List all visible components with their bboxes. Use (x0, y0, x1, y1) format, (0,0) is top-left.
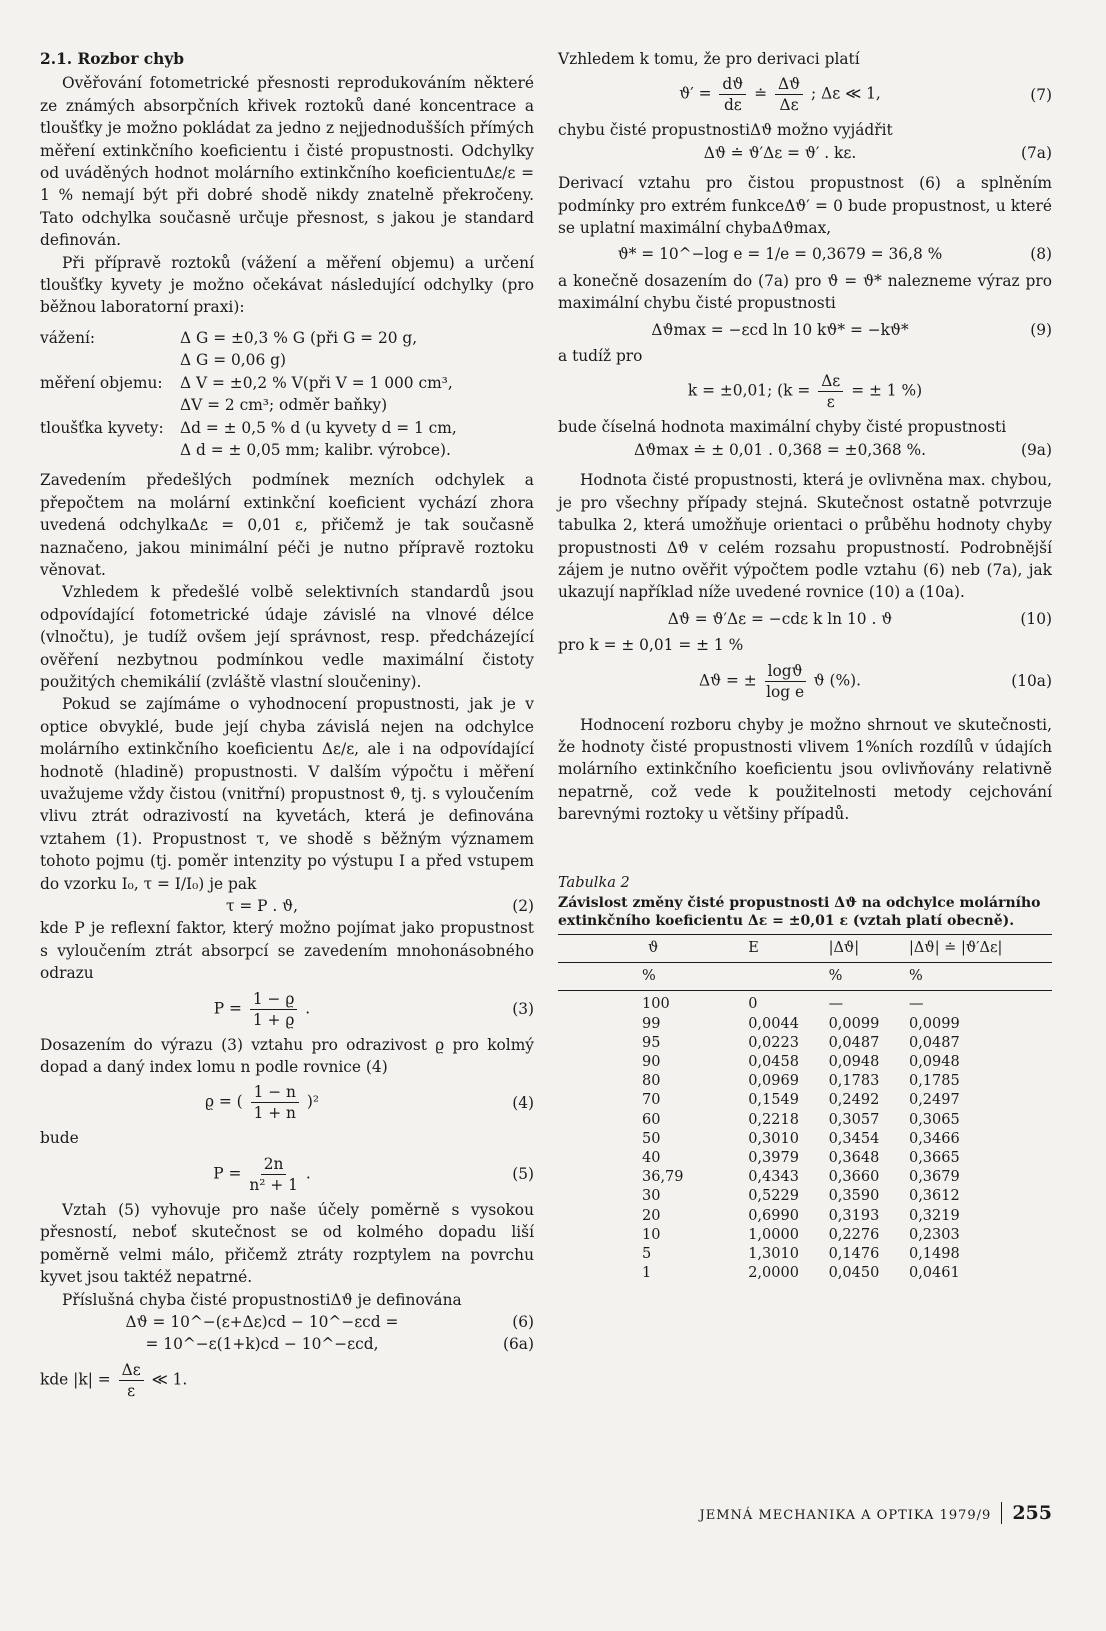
table-cell: 0,0099 (908, 1015, 960, 1032)
table-cell: 40 (642, 1150, 661, 1166)
equation-6 (40, 1311, 534, 1333)
numerator: 2n (261, 1154, 287, 1175)
table-cell: 30 (642, 1188, 661, 1205)
equation-part: )² (306, 1092, 320, 1111)
equation-number: (5) (512, 1165, 534, 1184)
spacer (558, 826, 1052, 872)
equation-number: (3) (512, 999, 534, 1018)
equation-number: (10a) (1011, 671, 1052, 690)
equation-k (558, 371, 1052, 412)
column-header: |Δϑ| (828, 939, 860, 956)
equation-part: ≐ (754, 84, 768, 103)
paragraph: Vzhledem k předešlé volbě selektivních standardů jsou odpovídající fotometrické údaje závislé na vlnové délce (vlnočtu), je tudíž ovšem její správnost, resp. předcházející ověření nezbytnou podmínkou vedle maximální čistoty použitých chemikálií (zvláště vlastní sloučeniny). (40, 583, 534, 691)
paragraph: Zavedením předešlých podmínek mezních odchylek a přepočtem na molární extinkční koeficient vychází zhora uvedená odchylkaΔε = 0,01 ε, přičemž je tak současně naznačeno, jakou minimální péči je nutno přípravě roztoku věnovat. (40, 471, 534, 579)
numerator: Δϑ (775, 74, 803, 95)
table-row (558, 1264, 1052, 1283)
paragraph: Příslušná chyba čisté propustnostiΔϑ je definována (62, 1290, 462, 1309)
table-cell: 0,3679 (908, 1169, 960, 1186)
equation-number: (2) (512, 897, 534, 916)
table-cell: 0,3193 (828, 1207, 880, 1224)
table-cell: 20 (642, 1207, 661, 1224)
fraction (249, 1154, 298, 1195)
equation-part: ϑ′ = (679, 84, 712, 103)
paragraph: a konečně dosazením do (7a) pro ϑ = ϑ* nalezneme výraz pro maximální chybu čisté propustnosti (558, 271, 1052, 313)
tolerance-value: Δ V = ±0,2 % V(při V = 1 000 cm³, (180, 373, 453, 392)
paragraph: Vzhledem k tomu, že pro derivaci platí (558, 50, 860, 68)
table-row (558, 1149, 1052, 1168)
spacer (558, 461, 1052, 469)
equation-number: (10) (1020, 609, 1052, 628)
table-cell: 0,0969 (748, 1073, 799, 1090)
table-cell: 0,2218 (748, 1111, 799, 1128)
spacer (40, 461, 534, 469)
table-cell: 0,0487 (828, 1034, 880, 1051)
table-cell: 100 (642, 996, 670, 1013)
equation: Δϑ = 10^−(ε+Δε)cd − 10^−εcd = (125, 1312, 399, 1331)
tolerance-value: Δ G = 0,06 g) (180, 351, 286, 370)
table-description: Závislost změny čisté propustnosti Δϑ na odchylce molárního extinkčního koeficientu Δε = ±0,01 ε (vztah platí obecně). (558, 894, 1041, 929)
table-cell: 70 (642, 1092, 661, 1109)
equation-number: (7a) (1021, 143, 1052, 162)
equation-number: (6) (512, 1312, 534, 1331)
table-body (558, 991, 1052, 1284)
equation-9a (558, 439, 1052, 461)
tolerance-value: Δd = ± 0,5 % d (u kyvety d = 1 cm, (180, 418, 457, 437)
tolerance-label: tloušťka kyvety: (40, 418, 164, 437)
equation-number: (9) (1030, 320, 1052, 339)
journal-name: JEMNÁ MECHANIKA A OPTIKA 1979/9 (699, 1508, 992, 1523)
numerator: 1 − ϱ (250, 989, 298, 1010)
table-row (558, 1053, 1052, 1072)
table-caption: Tabulka 2 (558, 874, 630, 891)
table-row (558, 991, 1052, 1015)
equation-part: = ± 1 %) (851, 381, 923, 400)
tolerance-value: Δ d = ± 0,05 mm; kalibr. výrobce). (180, 440, 451, 459)
paragraph: chybu čisté propustnostiΔϑ možno vyjádřit (558, 121, 893, 140)
denominator: ε (127, 1381, 136, 1400)
table-cell: 2,0000 (748, 1265, 799, 1282)
equation-part: P = (213, 1164, 242, 1183)
table-cell: 80 (642, 1073, 661, 1090)
tolerance-label: vážení: (40, 328, 96, 347)
table-cell: — (828, 996, 844, 1013)
table-cell: 60 (642, 1111, 661, 1128)
table-cell: 1,0000 (748, 1226, 799, 1243)
table-cell: 0,0450 (828, 1265, 880, 1282)
table-cell: 0,6990 (748, 1207, 799, 1224)
equation-3 (40, 989, 534, 1030)
equation-7 (558, 74, 1052, 115)
section-heading: 2.1. Rozbor chyb (40, 50, 185, 68)
equation-part: ; Δε ≪ 1, (811, 84, 881, 103)
table-cell: 0,3665 (908, 1150, 960, 1166)
fraction (250, 989, 298, 1030)
column-unit: % (642, 968, 656, 985)
column-unit (748, 963, 828, 991)
table-cell: 0,0458 (748, 1053, 799, 1070)
table-cell: 0,4343 (748, 1169, 799, 1186)
table-cell: 95 (642, 1034, 661, 1051)
condition (40, 1360, 534, 1401)
table-row (558, 1245, 1052, 1264)
table-row (558, 1130, 1052, 1149)
table-cell: 0,1549 (748, 1092, 799, 1109)
table-cell: 0,2497 (908, 1092, 960, 1109)
table-cell: 1,3010 (748, 1246, 799, 1263)
equation (40, 1154, 484, 1195)
spacer (558, 706, 1052, 714)
page-number: 255 (1001, 1502, 1052, 1524)
equation-4 (40, 1082, 534, 1123)
table-cell: 0,2276 (828, 1226, 880, 1243)
equation: Δϑ = ϑ′Δε = −cdε k ln 10 . ϑ (667, 609, 893, 628)
table-cell: 1 (642, 1265, 652, 1282)
table-cell: 90 (642, 1053, 661, 1070)
table-units-row (558, 963, 1052, 991)
table-cell: 0,0487 (908, 1034, 960, 1051)
table-cell: 0 (748, 996, 758, 1013)
equation-2 (40, 895, 534, 917)
tolerance-list (40, 327, 534, 461)
equation-9 (558, 319, 1052, 341)
table-cell: 0,3466 (908, 1130, 960, 1147)
column-unit: % (908, 968, 923, 985)
table-row (558, 1187, 1052, 1206)
denominator: log e (766, 682, 805, 701)
spacer (40, 319, 534, 327)
table-row (558, 1226, 1052, 1245)
equation-5 (40, 1154, 534, 1195)
denominator: 1 + ϱ (252, 1010, 295, 1029)
table-cell: 0,0461 (908, 1265, 960, 1282)
table-row (558, 1207, 1052, 1226)
paragraph: Při přípravě roztoků (vážení a měření objemu) a určení tloušťky kyvety je možno očekávat následující odchylky (pro běžnou laboratorní praxi): (40, 253, 534, 317)
denominator: n² + 1 (249, 1175, 298, 1194)
table-row (558, 1072, 1052, 1091)
table-cell: 0,3979 (748, 1150, 799, 1166)
equation-number: (8) (1030, 245, 1052, 264)
equation-number: (9a) (1021, 440, 1052, 459)
paragraph: kde P je reflexní faktor, který možno pojímat jako propustnost s vyloučením ztrát absorpcí se zavedením mnohonásobného odrazu (40, 919, 534, 983)
left-column (40, 48, 534, 1401)
spacer (558, 164, 1052, 172)
table-row (558, 1111, 1052, 1130)
table-cell: 0,0948 (908, 1053, 960, 1070)
paragraph: bude číselná hodnota maximální chyby čisté propustnosti (558, 418, 1007, 437)
paragraph: Derivací vztahu pro čistou propustnost (6) a splněním podmínky pro extrém funkceΔϑ′ = 0 bude propustnost, u které se uplatní maximální chybaΔϑmax, (558, 174, 1052, 238)
table-cell: 0,5229 (748, 1188, 799, 1205)
numerator: Δε (818, 371, 843, 392)
table-cell: 36,79 (642, 1169, 684, 1186)
equation-number: (7) (1030, 85, 1052, 104)
table-cell: 5 (642, 1246, 652, 1263)
table-row (558, 1168, 1052, 1187)
column-header: ϑ (648, 939, 659, 956)
equation (40, 1082, 484, 1123)
fraction (818, 371, 843, 412)
equation (558, 371, 1052, 412)
equation-part: . (305, 1164, 311, 1183)
table-cell: 50 (642, 1130, 661, 1147)
equation (558, 74, 1002, 115)
table-cell: 0,1476 (828, 1246, 880, 1263)
table-cell: 0,1498 (908, 1246, 960, 1263)
table-cell: 0,3057 (828, 1111, 880, 1128)
table-cell: 0,3219 (908, 1207, 960, 1224)
paragraph: Hodnocení rozboru chyby je možno shrnout ve skutečnosti, že hodnoty čisté propustnosti vlivem 1%ních rozdílů v údajích molárního extinkčního koeficientu jsou ovlivňovány relativně nepatrně, což vede k použitelnosti metody cejchování barevnými roztoky u většiny případů. (558, 715, 1052, 824)
numerator: Δε (119, 1360, 144, 1381)
equation: Δϑmax = −εcd ln 10 kϑ* = −kϑ* (651, 320, 909, 339)
paragraph: pro k = ± 0,01 = ± 1 % (558, 636, 744, 655)
equation: ϑ* = 10^−log e = 1/e = 0,3679 = 36,8 % (617, 245, 943, 264)
table-cell: 0,3590 (828, 1188, 880, 1205)
table-cell: 0,3612 (908, 1188, 960, 1205)
column-header: E (748, 939, 759, 956)
equation-10a (558, 661, 1052, 702)
numerator: logϑ (765, 661, 806, 682)
paragraph: Vztah (5) vyhovuje pro naše účely poměrně s vysokou přesností, neboť skutečnost se od kolmého dopadu liší poměrně velmi málo, přičemž ztráty rozptylem na povrchu kyvet jsou taktéž nepatrné. (40, 1200, 534, 1287)
table-cell: 0,1785 (908, 1073, 960, 1090)
column-header: |Δϑ| ≐ |ϑ′Δε| (908, 939, 1003, 956)
fraction (719, 74, 746, 115)
equation-part: ϑ (%). (813, 671, 861, 690)
fraction (775, 74, 803, 115)
table-cell: 0,1783 (828, 1073, 880, 1090)
paragraph: Hodnota čisté propustnosti, která je ovlivněna max. chybou, je pro všechny případy stejná. Skutečnost ostatně potvrzuje tabulka 2, která umožňuje orientaci o průběhu hodnoty chyby propustnosti Δϑ v celém rozsahu propustností. Podrobnější zájem je nutno ověřit výpočtem podle vztahu (6) neb (7a), jak ukazují například níže uvedené rovnice (10) a (10a). (558, 471, 1052, 602)
table-cell: 0,0099 (828, 1015, 880, 1032)
equation: Δϑmax ≐ ± 0,01 . 0,368 = ±0,368 %. (633, 440, 927, 459)
equation-6a (40, 1333, 534, 1355)
tolerance-label: měření objemu: (40, 373, 163, 392)
equation-number: (4) (512, 1093, 534, 1112)
paragraph: Dosazením do výrazu (3) vztahu pro odrazivost ϱ pro kolmý dopad a daný index lomu n podle rovnice (4) (40, 1035, 534, 1077)
table-cell: 10 (642, 1226, 661, 1243)
denominator: 1 + n (253, 1104, 296, 1123)
paragraph: a tudíž pro (558, 347, 643, 366)
equation-part: Δϑ = ± (699, 671, 757, 690)
equation-part: ϱ = ( (204, 1092, 243, 1111)
table-cell: 0,3065 (908, 1111, 960, 1128)
equation: τ = P . ϑ, (225, 897, 299, 916)
equation-part: k = ±0,01; (k = (687, 381, 811, 400)
tolerance-label (40, 394, 180, 416)
table-cell: 0,2303 (908, 1226, 960, 1243)
table-row (558, 1091, 1052, 1110)
data-table (558, 934, 1052, 1283)
fraction (251, 1082, 299, 1123)
paragraph: bude (40, 1129, 79, 1148)
table-header-row (558, 934, 1052, 962)
table-cell: 0,3660 (828, 1169, 880, 1186)
paragraph: Pokud se zajímáme o vyhodnocení propustnosti, jak je v optice obvyklé, bude její chyba závislá nejen na odchylce molárního extinkčního koeficientu Δε/ε, ale i na odpovídající hodnotě (hladině) propustnosti. V dalším výpočtu i měření uvažujeme vždy čistou (vnitřní) propustnost ϑ, tj. s vyloučením vlivu ztrát odrazivostí na kyvetách, která je definována vztahem (1). Propustnost τ, ve shodě s běžným významem tohoto pojmu (tj. poměr intenzity po výstupu I a před vstupem do vzorku I₀, τ = I/I₀) je pak (40, 695, 534, 893)
equation (558, 661, 1002, 702)
denominator: ε (826, 393, 835, 412)
equation-number: (6a) (503, 1335, 534, 1354)
table-cell: 0,3010 (748, 1130, 799, 1147)
table-cell: — (908, 996, 924, 1013)
denominator: dε (723, 96, 742, 115)
paragraph: Ověřování fotometrické přesnosti reprodukováním některé ze známých absorpčních křivek roztoků dané koncentrace a tloušťky je možno pokládat za jedno z nejjednodušších přímých měření extinkčního koeficientu i čisté propustnosti. Odchylky od uváděných hodnot molárního extinkčního koeficientuΔε/ε = 1 % nemají být při dobré shodě nikdy znatelně překročeny. Tato odchylka současně určuje přesnost, s jakou je standard definován. (40, 74, 534, 250)
tolerance-label (40, 349, 180, 371)
equation-7a (558, 142, 1052, 164)
numerator: 1 − n (251, 1082, 299, 1103)
tolerance-value: Δ G = ±0,3 % G (při G = 20 g, (180, 328, 418, 347)
equation-10 (558, 608, 1052, 630)
table-cell: 99 (642, 1015, 661, 1032)
table-cell: 0,0223 (748, 1034, 799, 1051)
equation-part: kde |k| = (40, 1370, 111, 1389)
table-cell: 0,3454 (828, 1130, 880, 1147)
equation-part: ≪ 1. (151, 1370, 188, 1389)
equation: Δϑ ≐ ϑ′Δε = ϑ′ . kε. (703, 143, 857, 162)
right-column (558, 48, 1052, 1283)
table-row (558, 1015, 1052, 1034)
equation-part: . (305, 999, 311, 1018)
fraction (119, 1360, 144, 1401)
table-cell: 0,0948 (828, 1053, 880, 1070)
table-cell: 0,0044 (748, 1015, 799, 1032)
table-cell: 0,2492 (828, 1092, 880, 1109)
fraction (765, 661, 806, 702)
equation: = 10^−ε(1+k)cd − 10^−εcd, (145, 1335, 379, 1354)
tolerance-label (40, 439, 180, 461)
denominator: Δε (779, 96, 799, 115)
column-unit: % (828, 968, 843, 985)
equation (40, 989, 484, 1030)
equation-8 (558, 243, 1052, 265)
equation-part: P = (213, 999, 242, 1018)
numerator: dϑ (719, 74, 746, 95)
table-cell: 0,3648 (828, 1150, 880, 1166)
table-row (558, 1034, 1052, 1053)
page-footer (700, 1502, 1052, 1527)
tolerance-value: ΔV = 2 cm³; odměr baňky) (180, 396, 388, 415)
